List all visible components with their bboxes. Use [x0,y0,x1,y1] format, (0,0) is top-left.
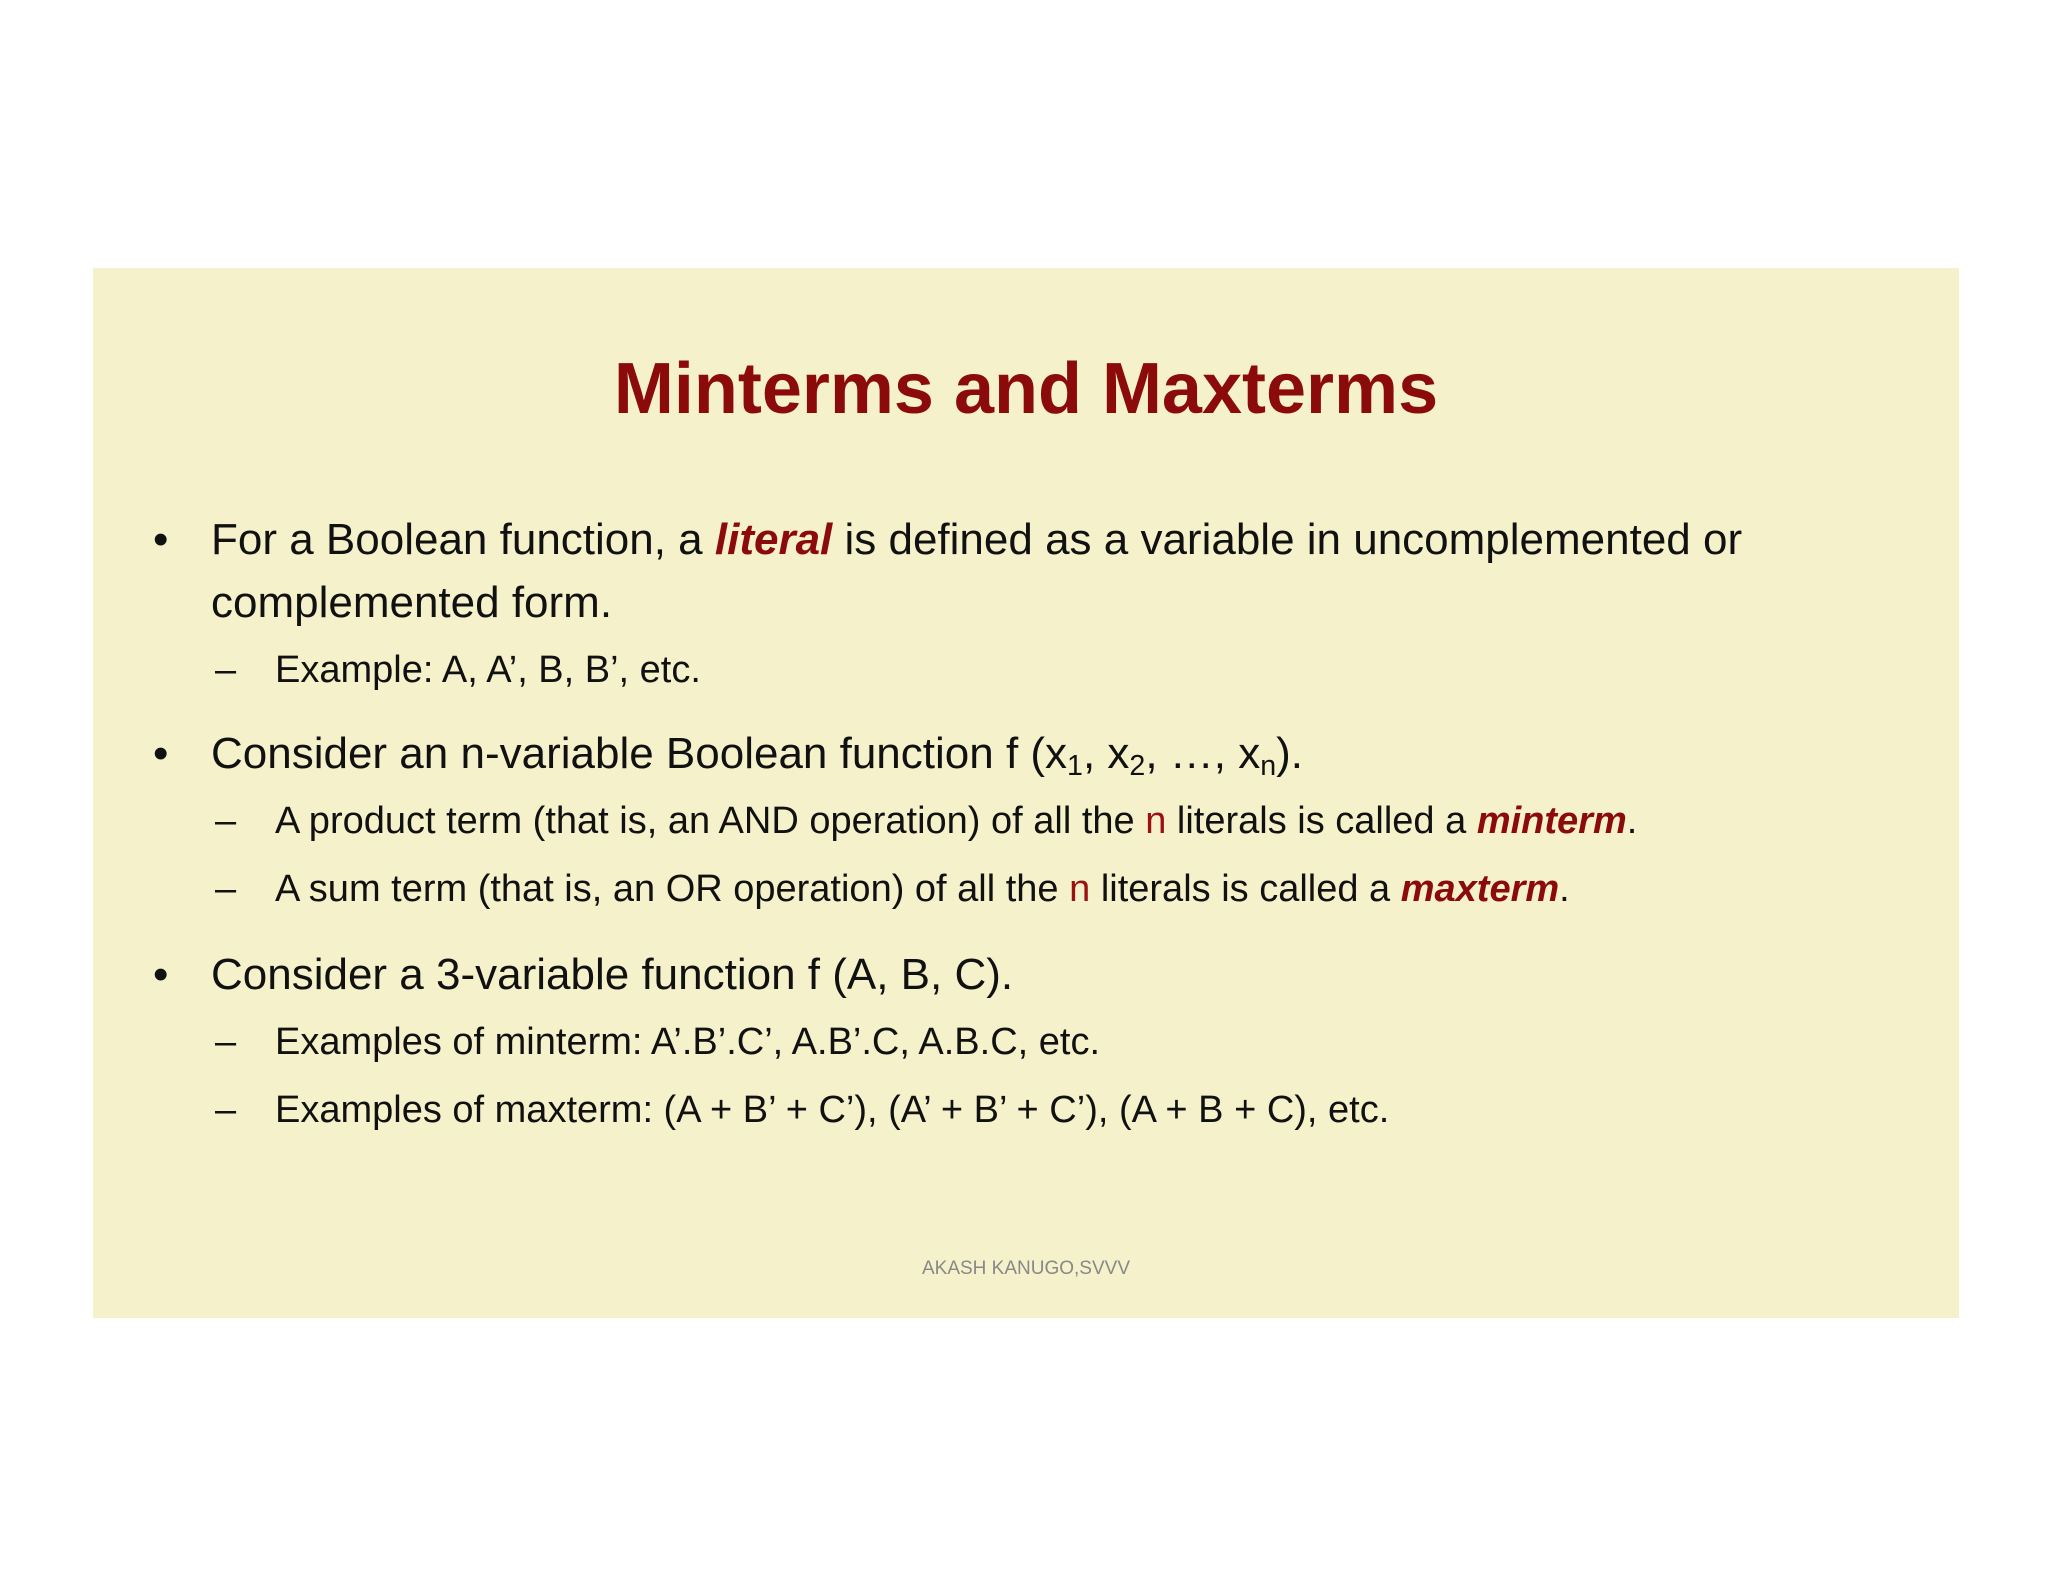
sub-list [153,642,1899,698]
dash-icon: – [215,868,237,910]
bullet-text: , …, x [1145,729,1261,778]
term-literal: literal [714,515,833,564]
subscript: 2 [1129,750,1146,783]
bullet-text: Consider an n-variable Boolean function f (x [211,729,1068,778]
sub-list [153,1014,1899,1138]
bullet-3-variable-function [153,943,1899,1006]
sub-item-maxterm-examples [215,1082,1899,1138]
sub-item-text: Examples of minterm: A’.B’.C’, A.B’.C, A.B.C, etc. [275,1021,1100,1063]
term-maxterm: maxterm [1400,868,1560,910]
sub-item-text: literals is called a [1090,868,1401,910]
dash-icon: – [215,1021,237,1063]
slide-footer: AKASH KANUGO,SVVV [921,1258,1130,1279]
bullet-text: For a Boolean function, a [211,515,715,564]
sub-item-example [215,642,1899,698]
bullet-icon: • [153,515,169,564]
bullet-text: is defined as a variable in uncomplemented or complemented form. [211,515,1743,627]
subscript: 1 [1067,750,1083,783]
sub-item-maxterm-definition [215,861,1899,917]
bullet-text: ). [1276,729,1304,778]
bullet-n-variable-function [153,722,1899,785]
dash-icon: – [215,1089,237,1131]
sub-item-text: A sum term (that is, an OR operation) of all the [275,868,1070,910]
variable-n: n [1069,868,1091,910]
sub-item-text: Example: A, A’, B, B’, etc. [275,649,701,691]
bullet-list [153,508,1899,1150]
sub-item-minterm-examples [215,1014,1899,1070]
sub-item-text: literals is called a [1166,800,1477,842]
bullet-literal-definition [153,508,1899,634]
sub-item-text: Examples of maxterm: (A + B’ + C’), (A’ + B’ + C’), (A + B + C), etc. [275,1089,1390,1131]
sub-list [153,793,1899,917]
slide [93,268,1959,1318]
subscript: n [1260,750,1277,783]
bullet-text: , x [1082,729,1130,778]
sub-item-minterm-definition [215,793,1899,849]
term-minterm: minterm [1476,800,1627,842]
dash-icon: – [215,800,237,842]
sub-item-text: . [1626,800,1638,842]
sub-item-text: . [1559,868,1570,910]
bullet-icon: • [153,729,169,778]
variable-n: n [1145,800,1167,842]
bullet-icon: • [153,950,169,999]
bullet-text: Consider a 3-variable function f (A, B, C). [211,950,1014,999]
slide-title: Minterms and Maxterms [613,349,1439,429]
sub-item-text: A product term (that is, an AND operation) of all the [275,800,1146,842]
dash-icon: – [215,649,237,691]
